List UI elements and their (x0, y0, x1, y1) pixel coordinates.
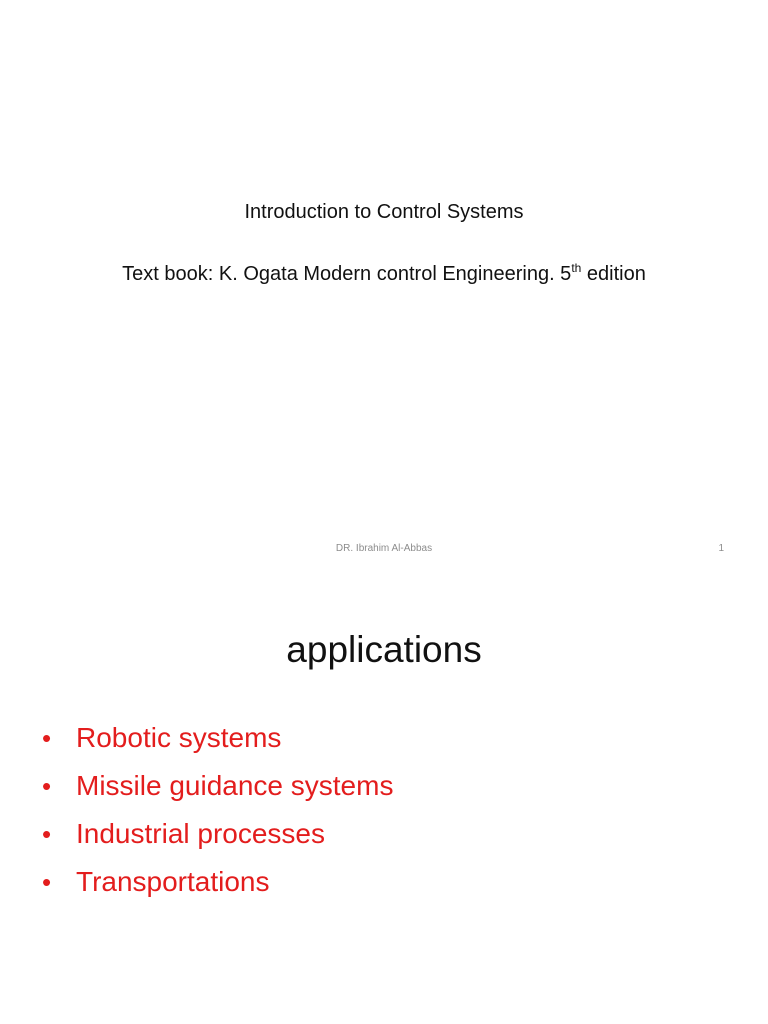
page-number: 1 (718, 543, 724, 554)
slide-title: applications (286, 629, 482, 670)
footer-author: DR. Ibrahim Al-Abbas (335, 543, 433, 554)
bullet-text: Transportations (76, 866, 270, 897)
bullet-icon: • (42, 867, 52, 897)
slide-title: Introduction to Control Systems (244, 201, 524, 223)
edition-superscript: th (571, 261, 582, 275)
slide-2 (0, 576, 768, 1024)
textbook-reference-main: Text book: K. Ogata Modern control Engineering. 5 (122, 263, 572, 285)
bullet-icon: • (42, 819, 52, 849)
textbook-reference (0, 260, 768, 288)
bullet-text: Robotic systems (76, 722, 282, 753)
textbook-reference-edition: edition (581, 263, 646, 285)
bullet-icon: • (42, 771, 52, 801)
bullet-text: Missile guidance systems (76, 770, 394, 801)
bullet-text: Industrial processes (76, 818, 326, 849)
bullet-icon: • (42, 723, 52, 753)
